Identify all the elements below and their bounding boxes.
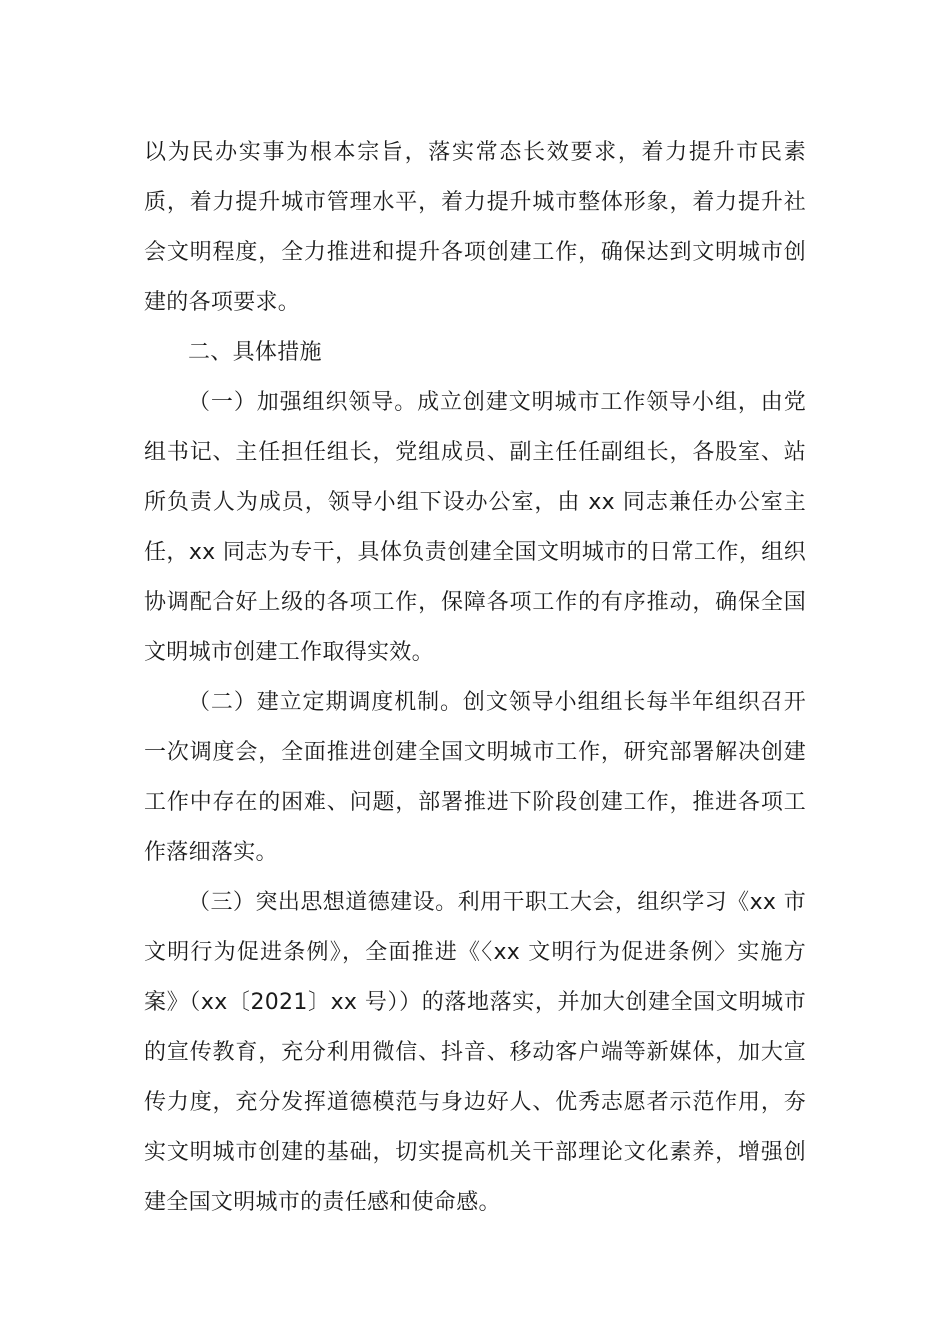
document-body xyxy=(144,128,806,1228)
paragraph-measure-2: （二）建立定期调度机制。创文领导小组组长每半年组织召开一次调度会，全面推进创建全国文明城市工作，研究部署解决创建工作中存在的困难、问题，部署推进下阶段创建工作，推进各项工作落细落实。 xyxy=(144,690,806,865)
paragraph-measure-3: （三）突出思想道德建设。利用干职工大会，组织学习《xx 市文明行为促进条例》，全面推进《〈xx 文明行为促进条例〉实施方案》（xx〔2021〕xx 号））的落地落实，并加大创建全国文明城市的宣传教育，充分利用微信、抖音、移动客户端等新媒体，加大宣传力度，充分发挥道德模范与身边好人、优秀志愿者示范作用，夯实文明城市创建的基础，切实提高机关干部理论文化素养，增强创建全国文明城市的责任感和使命感。 xyxy=(144,890,806,1215)
paragraph-measure-1: （一）加强组织领导。成立创建文明城市工作领导小组，由党组书记、主任担任组长，党组成员、副主任任副组长，各股室、站所负责人为成员，领导小组下设办公室，由 xx 同志兼任办公室主任，xx 同志为专干，具体负责创建全国文明城市的日常工作，组织协调配合好上级的各项工作，保障各项工作的有序推动，确保全国文明城市创建工作取得实效。 xyxy=(144,390,806,665)
paragraph-intro-continuation: 以为民办实事为根本宗旨，落实常态长效要求，着力提升市民素质，着力提升城市管理水平，着力提升城市整体形象，着力提升社会文明程度，全力推进和提升各项创建工作，确保达到文明城市创建的各项要求。 xyxy=(144,140,806,315)
section-heading-specific-measures: 二、具体措施 xyxy=(188,340,322,365)
